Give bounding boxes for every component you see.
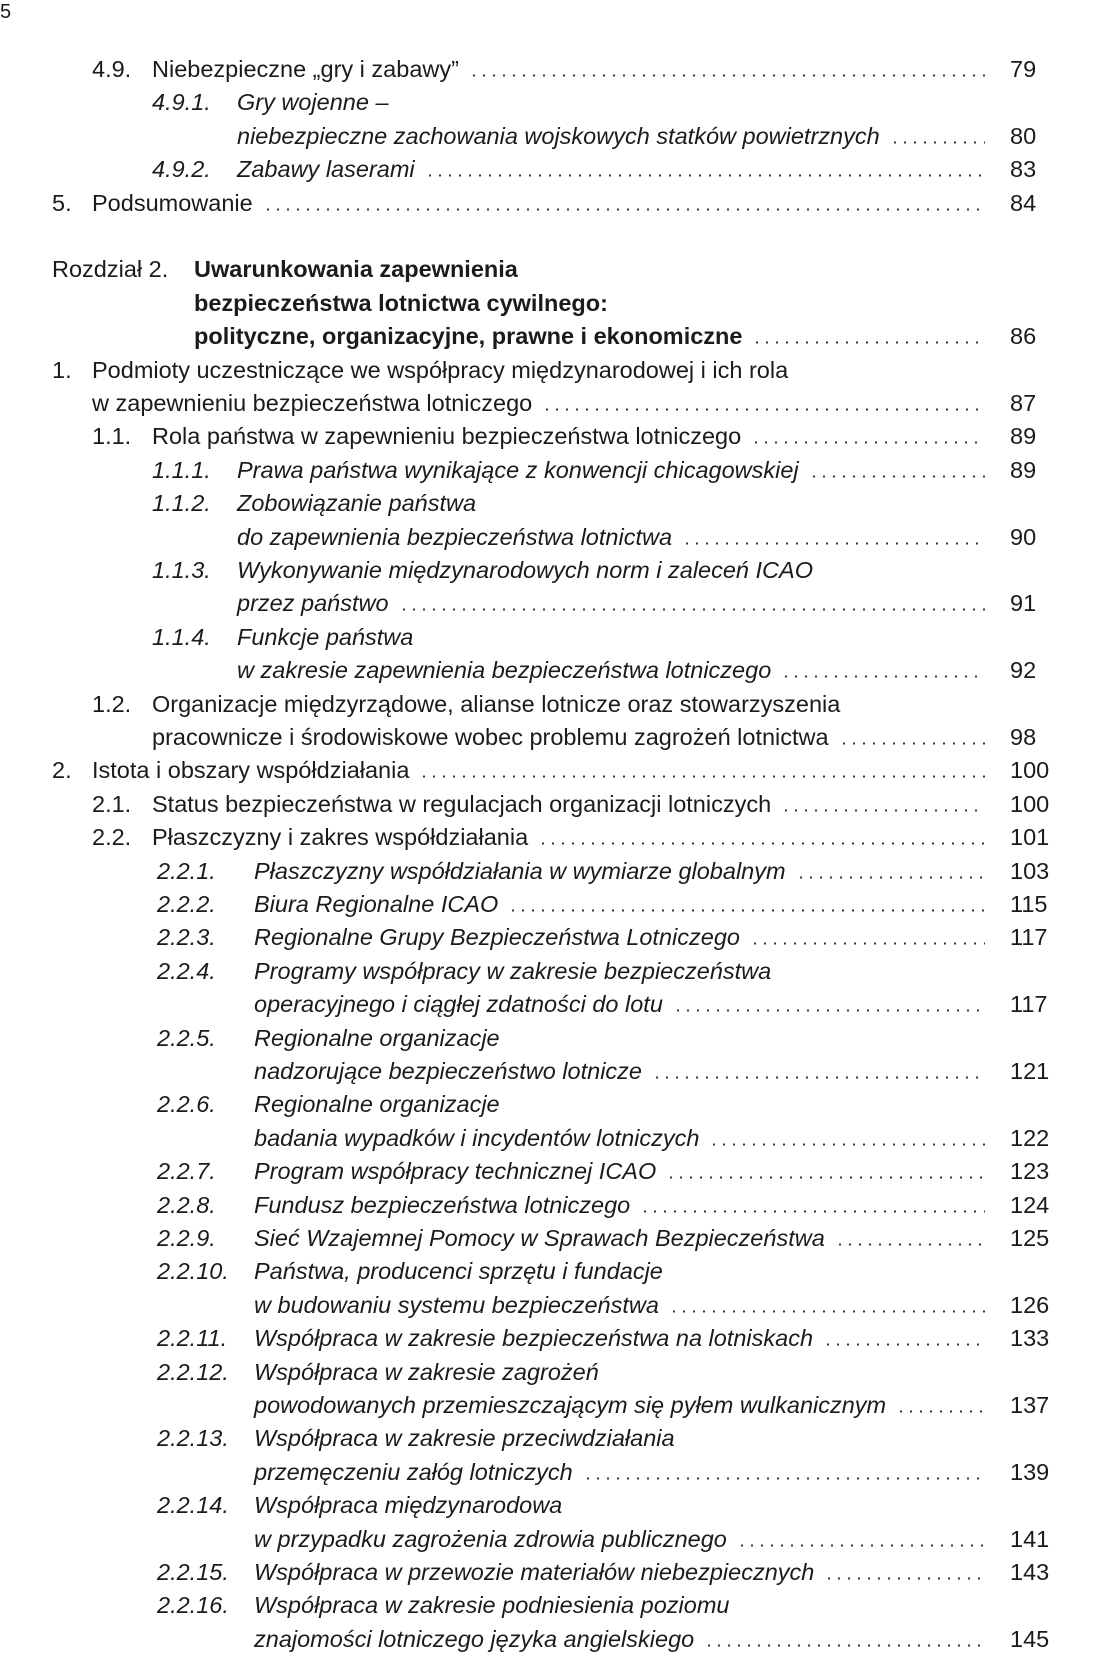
toc-entry-page: 90 xyxy=(1010,523,1037,550)
toc-entry-page: 117 xyxy=(1010,991,1048,1018)
leader-dots xyxy=(750,942,985,945)
toc-entry-line xyxy=(0,152,1102,186)
leader-dots xyxy=(425,174,985,177)
toc-entry-page: 115 xyxy=(1010,891,1048,917)
leader-dots xyxy=(666,1176,985,1179)
toc-entry-page: 141 xyxy=(1010,1525,1050,1552)
toc-entry-title: Podsumowanie xyxy=(92,189,253,216)
toc-entry-page: 89 xyxy=(1010,456,1037,483)
toc-entry-title: Zabawy laserami xyxy=(237,156,415,183)
leader-dots xyxy=(508,909,985,912)
toc-entry-title: Program współpracy technicznej ICAO xyxy=(254,1158,657,1185)
toc-entry-page: 143 xyxy=(1010,1559,1050,1585)
toc-entry-line xyxy=(0,52,1102,86)
toc-entry-title: Regionalne Grupy Bezpieczeństwa Lotniczego xyxy=(254,924,740,951)
toc-entry-line xyxy=(0,1154,1102,1188)
leader-dots xyxy=(737,1544,985,1547)
leader-dots xyxy=(682,542,985,545)
toc-entry-line xyxy=(0,887,1102,921)
toc-entry-line xyxy=(0,753,1102,787)
leader-dots xyxy=(709,1143,985,1146)
toc-entry-number: 2.2.12. xyxy=(157,1358,229,1385)
toc-entry-title: Współpraca w przewozie materiałów niebezpiecznych xyxy=(254,1559,815,1585)
toc-entry-number: 1.1.2. xyxy=(152,490,211,517)
toc-entry-number: 4.9.2. xyxy=(152,156,211,183)
toc-entry-line xyxy=(0,1021,1102,1055)
toc-entry-line xyxy=(0,1188,1102,1222)
chapter-title: Uwarunkowania zapewnienia xyxy=(194,256,518,283)
toc-entry-title: badania wypadków i incydentów lotniczych xyxy=(254,1124,700,1151)
toc-entry-title: Status bezpieczeństwa w regulacjach organizacji lotniczych xyxy=(152,790,772,817)
leader-dots xyxy=(890,141,985,144)
toc-entry-title: Współpraca w zakresie przeciwdziałania xyxy=(254,1425,675,1452)
toc-entry-page: 98 xyxy=(1010,724,1037,750)
toc-entry-line xyxy=(0,1421,1102,1455)
toc-entry-page: 80 xyxy=(1010,122,1037,149)
leader-dots xyxy=(469,74,985,77)
toc-entry-page: 145 xyxy=(1010,1625,1050,1652)
toc-entry-title: Współpraca w zakresie podniesienia poziomu xyxy=(254,1592,730,1619)
leader-dots xyxy=(896,1410,985,1413)
toc-entry-page: 103 xyxy=(1010,857,1050,884)
toc-entry-line xyxy=(0,1522,1102,1556)
toc-entry-page: 117 xyxy=(1010,924,1048,951)
toc-entry-line xyxy=(0,453,1102,487)
toc-entry-title: pracownicze i środowiskowe wobec problemu zagrożeń lotnictwa xyxy=(152,724,829,750)
toc-entry-page: 126 xyxy=(1010,1291,1050,1318)
toc-entry-line xyxy=(0,419,1102,453)
chapter-title: polityczne, organizacyjne, prawne i ekonomiczne xyxy=(194,323,743,350)
leader-dots xyxy=(640,1210,985,1213)
leader-dots xyxy=(835,1243,985,1246)
toc-entry-line xyxy=(0,1087,1102,1121)
leader-dots xyxy=(673,1009,985,1012)
toc-entry-page: 100 xyxy=(1010,757,1050,784)
leader-dots xyxy=(669,1310,985,1313)
toc-entry-title: przemęczeniu załóg lotniczych xyxy=(254,1458,573,1485)
toc-entry-line xyxy=(0,1288,1102,1322)
toc-entry-line xyxy=(0,653,1102,687)
toc-entry-title: Regionalne organizacje xyxy=(254,1024,500,1051)
toc-entry-title: Płaszczyzny współdziałania w wymiarze globalnym xyxy=(254,857,786,884)
toc-entry-line xyxy=(0,787,1102,821)
leader-dots xyxy=(752,341,985,344)
toc-entry-number: 2.2.14. xyxy=(157,1492,229,1519)
toc-entry-number: 4.9.1. xyxy=(152,89,211,116)
toc-entry-title: w budowaniu systemu bezpieczeństwa xyxy=(254,1291,659,1318)
toc-entry-title: do zapewnienia bezpieczeństwa lotnictwa xyxy=(237,523,673,550)
toc-entry-line xyxy=(0,820,1102,854)
leader-dots xyxy=(781,809,985,812)
toc-entry-title: przez państwo xyxy=(237,590,389,617)
toc-entry-line xyxy=(0,854,1102,888)
toc-entry-line xyxy=(0,1622,1102,1656)
toc-entry-title: Niebezpieczne „gry i zabawy” xyxy=(152,56,459,82)
toc-entry-page: 125 xyxy=(1010,1225,1050,1251)
toc-entry-page: 79 xyxy=(1010,56,1037,82)
toc-entry-page: 84 xyxy=(1010,189,1037,216)
toc-entry-title: Gry wojenne – xyxy=(237,89,389,116)
chapter-title: bezpieczeństwa lotnictwa cywilnego: xyxy=(194,289,608,316)
toc-entry-page: 83 xyxy=(1010,156,1037,183)
toc-entry-line xyxy=(0,987,1102,1021)
toc-entry-number: 2.2.11. xyxy=(157,1325,228,1352)
toc-entry-number: 2.2.8. xyxy=(157,1191,216,1218)
toc-entry-number: 1.2. xyxy=(92,690,132,717)
toc-entry-number: 2.1. xyxy=(92,790,132,817)
chapter-heading-line xyxy=(0,286,1102,320)
toc-entry-number: 2.2.16. xyxy=(157,1592,229,1619)
toc-entry-line xyxy=(0,920,1102,954)
toc-entry-number: 2.2.4. xyxy=(157,957,216,984)
leader-dots xyxy=(399,608,985,611)
toc-entry-title: Istota i obszary współdziałania xyxy=(92,757,410,784)
leader-dots xyxy=(542,408,985,411)
chapter-page: 86 xyxy=(1010,323,1037,350)
toc-entry-line xyxy=(0,1455,1102,1489)
leader-dots xyxy=(809,475,985,478)
toc-entry-line xyxy=(0,1388,1102,1422)
toc-entry-number: 1.1.4. xyxy=(152,623,211,650)
toc-entry-title: nadzorujące bezpieczeństwo lotnicze xyxy=(254,1058,642,1084)
toc-entry-number: 1. xyxy=(52,356,72,383)
toc-entry-line xyxy=(0,586,1102,620)
toc-entry-number: 2.2.1. xyxy=(157,857,216,884)
toc-entry-number: 2.2.5. xyxy=(157,1024,216,1051)
toc-entry-line xyxy=(0,186,1102,220)
toc-entry-number: 1.1.1. xyxy=(152,456,211,483)
leader-dots xyxy=(823,1343,985,1346)
toc-entry-line xyxy=(0,620,1102,654)
toc-entry-number: 2.2.7. xyxy=(157,1158,216,1185)
toc-entry-title: Prawa państwa wynikające z konwencji chicagowskiej xyxy=(237,456,799,483)
toc-entry-number: 4.9. xyxy=(92,56,132,82)
toc-entry-page: 89 xyxy=(1010,423,1037,450)
chapter-heading-line xyxy=(0,252,1102,286)
toc-entry-number: 2.2.2. xyxy=(157,891,216,917)
toc-entry-title: niebezpieczne zachowania wojskowych statków powietrznych xyxy=(237,122,880,149)
toc-entry-number: 1.1.3. xyxy=(152,557,211,583)
leader-dots xyxy=(538,842,985,845)
toc-entry-number: 2. xyxy=(52,757,72,784)
toc-entry-number: 1.1. xyxy=(92,423,132,450)
toc-entry-number: 2.2. xyxy=(92,824,132,851)
toc-entry-line xyxy=(0,1321,1102,1355)
toc-entry-title: Współpraca w zakresie bezpieczeństwa na lotniskach xyxy=(254,1325,814,1352)
toc-entry-title: Podmioty uczestniczące we współpracy międzynarodowej i ich rola xyxy=(92,356,789,383)
toc-entry-line xyxy=(0,1054,1102,1088)
toc-entry-title: znajomości lotniczego języka angielskiego xyxy=(254,1625,695,1652)
chapter-heading-line xyxy=(0,319,1102,353)
leader-dots xyxy=(839,742,985,745)
toc-entry-page: 87 xyxy=(1010,390,1037,416)
leader-dots xyxy=(583,1477,985,1480)
toc-entry-line xyxy=(0,1355,1102,1389)
leader-dots xyxy=(824,1577,985,1580)
toc-entry-title: Wykonywanie międzynarodowych norm i zaleceń ICAO xyxy=(237,557,813,583)
toc-entry-page: 133 xyxy=(1010,1325,1050,1352)
toc-entry-line xyxy=(0,687,1102,721)
toc-entry-title: w przypadku zagrożenia zdrowia publicznego xyxy=(254,1525,727,1552)
toc-entry-page: 122 xyxy=(1010,1124,1050,1151)
toc-entry-number: 2.2.9. xyxy=(157,1225,216,1251)
toc-entry-line xyxy=(0,1588,1102,1622)
toc-entry-number: 2.2.15. xyxy=(157,1559,229,1585)
leader-dots xyxy=(796,876,985,879)
toc-entry-title: w zapewnieniu bezpieczeństwa lotniczego xyxy=(92,390,533,416)
leader-dots xyxy=(781,675,985,678)
leader-dots xyxy=(652,1076,985,1079)
leader-dots xyxy=(704,1644,985,1647)
toc-entry-title: Funkcje państwa xyxy=(237,623,414,650)
toc-entry-page: 137 xyxy=(1010,1392,1050,1418)
toc-entry-number: 2.2.13. xyxy=(157,1425,229,1452)
toc-entry-title: Sieć Wzajemnej Pomocy w Sprawach Bezpieczeństwa xyxy=(254,1225,825,1251)
toc-entry-line xyxy=(0,85,1102,119)
toc-entry-page: 139 xyxy=(1010,1458,1050,1485)
toc-entry-line xyxy=(0,386,1102,420)
toc-entry-page: 92 xyxy=(1010,657,1037,684)
leader-dots xyxy=(419,775,985,778)
toc-entry-page: 123 xyxy=(1010,1158,1050,1185)
toc-entry-line xyxy=(0,553,1102,587)
toc-entry-title: Zobowiązanie państwa xyxy=(237,490,477,517)
toc-entry-line xyxy=(0,1488,1102,1522)
toc-entry-title: Organizacje międzyrządowe, alianse lotnicze oraz stowarzyszenia xyxy=(152,690,841,717)
toc-entry-line xyxy=(0,119,1102,153)
toc-entry-title: Rola państwa w zapewnieniu bezpieczeństwa lotniczego xyxy=(152,423,742,450)
toc-entry-title: Biura Regionalne ICAO xyxy=(254,891,499,917)
toc-entry-number: 2.2.10. xyxy=(157,1258,229,1285)
leader-dots xyxy=(751,441,985,444)
toc-entry-page: 121 xyxy=(1010,1058,1050,1084)
toc-entry-title: powodowanych przemieszczającym się pyłem wulkanicznym xyxy=(254,1392,887,1418)
toc-entry-line xyxy=(0,353,1102,387)
toc-entry-line xyxy=(0,486,1102,520)
toc-entry-title: Płaszczyzny i zakres współdziałania xyxy=(152,824,529,851)
toc-entry-title: Regionalne organizacje xyxy=(254,1091,500,1118)
toc-entry-title: Fundusz bezpieczeństwa lotniczego xyxy=(254,1191,631,1218)
toc-entry-number: 2.2.6. xyxy=(157,1091,216,1118)
toc-entry-number: 2.2.3. xyxy=(157,924,216,951)
toc-entry-page: 91 xyxy=(1010,590,1037,617)
toc-entry-title: Programy współpracy w zakresie bezpieczeństwa xyxy=(254,957,772,984)
toc-entry-line xyxy=(0,1254,1102,1288)
toc-entry-title: Państwa, producenci sprzętu i fundacje xyxy=(254,1258,663,1285)
toc-entry-title: Współpraca w zakresie zagrożeń xyxy=(254,1358,599,1385)
toc-entry-page: 101 xyxy=(1010,824,1050,851)
toc-entry-line xyxy=(0,1121,1102,1155)
toc-entry-title: operacyjnego i ciągłej zdatności do lotu xyxy=(254,991,663,1018)
toc-entry-page: 100 xyxy=(1010,790,1050,817)
chapter-label: Rozdział 2. xyxy=(52,256,169,283)
leader-dots xyxy=(263,208,985,211)
toc-entry-number: 5. xyxy=(52,189,72,216)
toc-entry-line xyxy=(0,954,1102,988)
toc-entry-line xyxy=(0,520,1102,554)
toc-entry-line xyxy=(0,720,1102,754)
toc-entry-title: w zakresie zapewnienia bezpieczeństwa lotniczego xyxy=(237,657,772,684)
page-edge-mark: 5 xyxy=(0,1,12,23)
toc-entry-line xyxy=(0,1221,1102,1255)
toc-entry-page: 124 xyxy=(1010,1191,1050,1218)
toc-entry-line xyxy=(0,1555,1102,1589)
toc-entry-title: Współpraca międzynarodowa xyxy=(254,1492,563,1519)
